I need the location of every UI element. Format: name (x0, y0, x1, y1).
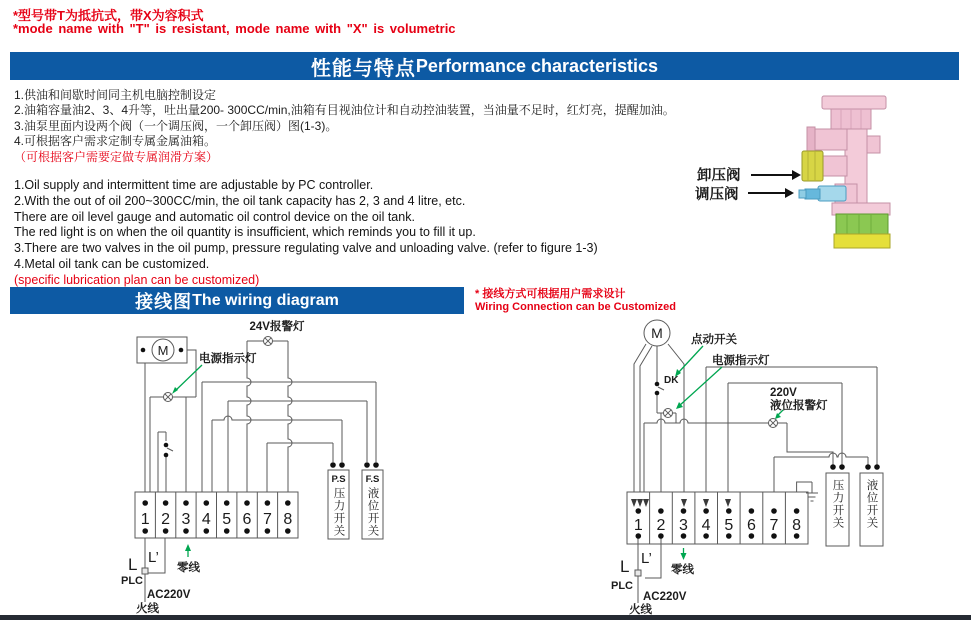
feature-cn-line: 2.油箱容量油2、3、4升等，吐出量200- 300CC/min,油箱有目视油位计和自动控油装置，当油量不足时，红灯亮，提醒加油。 (14, 103, 675, 118)
feature-en-line: 4.Metal oil tank can be customized. (14, 256, 210, 271)
regulating-valve-label: 调压阀 (695, 187, 739, 203)
terminal-number: 6 (242, 511, 252, 528)
feature-en-line: 3.There are two valves in the oil pump, pressure regulating valve and unloading valve. (refer to figure 1-3) (14, 241, 598, 256)
power-indicator-lamp-icon-right (664, 409, 673, 418)
wiring-banner-en: The wiring diagram (192, 291, 339, 309)
terminal-number: 4 (701, 517, 711, 534)
line-lprime-label: L’ (148, 549, 159, 566)
terminal-number: 3 (679, 517, 688, 534)
terminal-number: 8 (283, 511, 293, 528)
level-switch-box-right (860, 464, 883, 546)
ps-label-right: 压力开关 (831, 479, 844, 529)
terminal-number: 5 (724, 517, 734, 534)
live-wire-label-right: 火线 (629, 604, 652, 615)
ac220v-label: AC220V (147, 589, 191, 601)
plc-label-right: PLC (611, 580, 633, 592)
power-lamp-label-right: 电源指示灯 (712, 355, 770, 367)
terminal-number: 2 (161, 511, 171, 528)
motor-right (644, 320, 670, 346)
power-lamp-pointer-right (676, 367, 722, 409)
terminal-number: 5 (222, 511, 232, 528)
feature-cn-note: （可根据客户需要定做专属润滑方案） (14, 149, 219, 164)
neutral-label-right: 零线 (671, 564, 694, 576)
feature-cn-line: 3.油泵里面内设两个阀（一个调压阀，一个卸压阀）图(1-3)。 (14, 118, 338, 133)
feature-en-line: 2.With the out of oil 200~300CC/min, the oil tank capacity has 2, 3 and 4 litre, etc. (14, 193, 466, 208)
alarm-lamp-icon (264, 337, 273, 346)
unload-valve-arrow (751, 170, 801, 180)
performance-banner-cn: 性能与特点 (310, 57, 416, 80)
pressure-switch-box-left (328, 462, 349, 539)
feature-en-note: (specific lubrication plan can be customized) (14, 272, 260, 287)
features-list-en (14, 178, 598, 289)
jog-switch-label: 点动开关 (691, 334, 737, 346)
power-lamp-label: 电源指示灯 (199, 353, 257, 365)
alarm-lamp-label: 24V报警灯 (249, 321, 305, 333)
fs-abbr: F.S (365, 474, 380, 485)
terminal-number: 8 (792, 517, 802, 534)
line-lprime-label-right: L’ (641, 550, 652, 567)
level-switch-box-left (362, 462, 383, 539)
feature-en-line: There are oil level gauge and automatic oil control device on the oil tank. (14, 209, 415, 224)
terminal-number: 2 (656, 517, 666, 534)
terminal-number: 3 (181, 511, 191, 528)
terminal-number: 1 (633, 517, 643, 534)
level-alarm-lamp-icon (769, 419, 778, 428)
junction-marker (142, 568, 148, 574)
wiring-custom-note-cn: * 接线方式可根据用户需求设计 (475, 288, 626, 300)
regulating-valve-arrow (748, 188, 794, 198)
terminal-strip-right (627, 492, 808, 544)
jog-switch-pointer (675, 346, 703, 377)
wiring-diagram-right (585, 315, 920, 615)
wiring-banner-cn: 接线图 (135, 291, 193, 312)
terminal-number: 1 (140, 511, 150, 528)
pressure-contact-left (164, 443, 173, 458)
level-alarm-lamp-label: 液位报警灯 (770, 400, 828, 412)
model-note-en: *mode name with "T" is resistant, mode name with "X" is volumetric (13, 21, 456, 36)
performance-banner-en: Performance characteristics (415, 55, 659, 76)
line-l-label-right: L (620, 557, 630, 576)
unload-valve-label: 卸压阀 (697, 168, 741, 184)
ps-abbr: P.S (331, 474, 346, 485)
terminal-number: 7 (262, 511, 272, 528)
pump-valve-figure (690, 88, 915, 256)
pump-yellow-base (834, 234, 890, 248)
feature-cn-line: 4.可根据客户需求定制专属金属油箱。 (14, 134, 217, 149)
terminal-number: 6 (746, 517, 756, 534)
ac220v-label-right: AC220V (643, 591, 687, 603)
wiring-diagram-left (100, 315, 400, 615)
wiring-banner (10, 287, 464, 314)
features-list-cn (14, 88, 675, 165)
feature-en-line: 1.Oil supply and intermittent time are adjustable by PC controller. (14, 178, 374, 192)
power-lamp-pointer (172, 365, 202, 394)
fs-label: 液位开关 (366, 487, 379, 537)
page-bottom-bar (0, 615, 971, 620)
motor-left (137, 337, 187, 363)
neutral-label: 零线 (177, 562, 200, 574)
terminal-strip-left (135, 492, 298, 538)
fs-label-right: 液位开关 (865, 479, 878, 529)
neutral-arrow (185, 544, 191, 557)
dk-label: DK (664, 375, 679, 386)
terminal-number: 7 (769, 517, 779, 534)
pressure-switch-box-right (826, 464, 849, 546)
regulating-valve (799, 184, 857, 204)
feature-en-line: The red light is on when the oil quantity is insufficient, which reminds you to fill it up. (14, 225, 476, 240)
power-indicator-lamp-icon (164, 393, 173, 402)
line-l-label: L (128, 555, 138, 574)
pump-green-block (836, 214, 888, 235)
unload-valve-knob (802, 151, 823, 181)
level-alarm-voltage-label: 220V (770, 387, 797, 399)
model-note-cn: *型号带T为抵抗式，带X为容积式 (13, 8, 204, 23)
motor-left-letter: M (157, 343, 169, 358)
ps-label: 压力开关 (332, 487, 345, 537)
motor-right-letter: M (651, 325, 663, 341)
jog-contact (655, 375, 680, 395)
neutral-arrow-right (681, 548, 687, 560)
wiring-custom-note (475, 288, 676, 313)
feature-cn-line: 1.供油和间歇时间同主机电脑控制设定 (14, 88, 217, 102)
pump-body-illustration (799, 96, 890, 248)
terminal-number: 4 (201, 511, 211, 528)
junction-marker-right (635, 570, 641, 576)
performance-banner (10, 52, 959, 80)
wiring-custom-note-en: Wiring Connection can be Customized (475, 300, 676, 313)
plc-label: PLC (121, 575, 143, 587)
live-wire-label: 火线 (136, 603, 159, 615)
